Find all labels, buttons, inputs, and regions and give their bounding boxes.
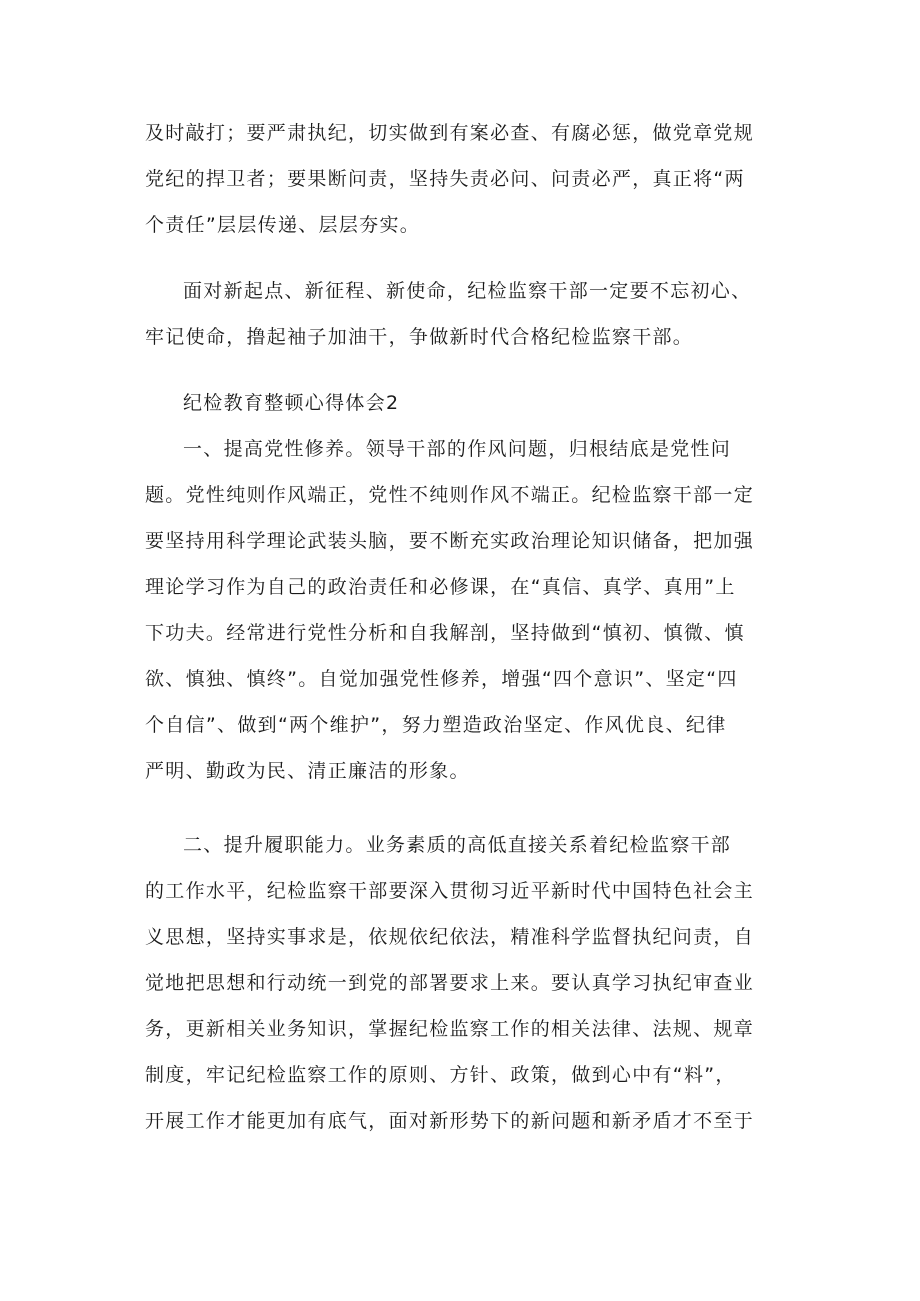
- paragraph-line: 严明、勤政为民、清正廉洁的形象。: [145, 760, 470, 782]
- paragraph-line: 二、提升履职能力。业务素质的高低直接关系着纪检监察干部: [183, 834, 732, 856]
- paragraph-line: 开展工作才能更加有底气，面对新形势下的新问题和新矛盾才不至于: [145, 1110, 755, 1132]
- paragraph-line: 制度，牢记纪检监察工作的原则、方针、政策，做到心中有“料”，: [145, 1064, 736, 1086]
- paragraph-2: [145, 268, 785, 360]
- paragraph-line: 欲、慎独、慎终”。自觉加强党性修养，增强“四个意识”、坚定“四: [145, 668, 738, 690]
- paragraph-line: 个责任”层层传递、层层夯实。: [145, 214, 421, 236]
- paragraph-line: 一、提高党性修养。领导干部的作风问题，归根结底是党性问: [183, 438, 732, 460]
- heading-text: 纪检教育整顿心得体会2: [183, 392, 400, 414]
- paragraph-4: [145, 822, 785, 1144]
- paragraph-line: 牢记使命，撸起袖子加油干，争做新时代合格纪检监察干部。: [145, 326, 694, 348]
- paragraph-line: 个自信”、做到“两个维护”，努力塑造政治坚定、作风优良、纪律: [145, 714, 727, 736]
- paragraph-line: 觉地把思想和行动统一到党的部署要求上来。要认真学习执纪审查业: [145, 972, 755, 994]
- paragraph-line: 及时敲打；要严肃执纪，切实做到有案必查、有腐必惩，做党章党规: [145, 122, 755, 144]
- paragraph-line: 党纪的捍卫者；要果断问责，坚持失责必问、问责必严，真正将“两: [145, 168, 745, 190]
- paragraph-line: 下功夫。经常进行党性分析和自我解剖，坚持做到“慎初、慎微、慎: [145, 622, 745, 644]
- paragraph-3: [145, 426, 785, 794]
- paragraph-line: 面对新起点、新征程、新使命，纪检监察干部一定要不忘初心、: [183, 280, 752, 302]
- paragraph-line: 理论学习作为自己的政治责任和必修课，在“真信、真学、真用”上: [145, 576, 736, 598]
- paragraph-line: 题。党性纯则作风端正，党性不纯则作风不端正。纪检监察干部一定: [145, 484, 755, 506]
- section-heading: [145, 380, 785, 426]
- paragraph-line: 务，更新相关业务知识，掌握纪检监察工作的相关法律、法规、规章: [145, 1018, 755, 1040]
- paragraph-line: 要坚持用科学理论武装头脑，要不断充实政治理论知识储备，把加强: [145, 530, 755, 552]
- paragraph-1: [145, 110, 785, 248]
- paragraph-line: 义思想，坚持实事求是，依规依纪依法，精准科学监督执纪问责，自: [145, 926, 755, 948]
- paragraph-line: 的工作水平，纪检监察干部要深入贯彻习近平新时代中国特色社会主: [145, 880, 755, 902]
